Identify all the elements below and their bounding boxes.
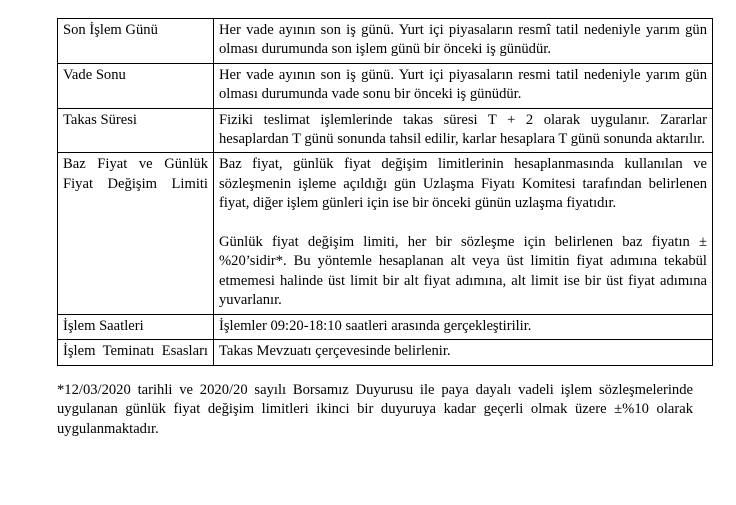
row-label-islem-saatleri: İşlem Saatleri <box>58 314 214 339</box>
row-value-son-islem-gunu <box>214 19 713 64</box>
table-row <box>58 108 713 153</box>
row-label-islem-teminati-esaslari: İşlem Teminatı Esasları <box>58 340 214 365</box>
footnote-text: *12/03/2020 tarihli ve 2020/20 sayılı Borsamız Duyurusu ile paya dayalı vadeli işlem sözleşmelerinde uygulanan günlük fiyat değişim limitleri ikinci bir duyuruya kadar geçerli olmak üzere ±%10 olarak uygulanmaktadır. <box>57 382 693 437</box>
row-value-islem-teminati-esaslari <box>214 340 713 365</box>
footnote <box>57 381 693 439</box>
row-label-vade-sonu: Vade Sonu <box>58 63 214 108</box>
table-row <box>58 314 713 339</box>
row-label-son-islem-gunu: Son İşlem Günü <box>58 19 214 64</box>
table-row <box>58 63 713 108</box>
paragraph: Her vade ayının son iş günü. Yurt içi piyasaların resmi tatil nedeniyle yarım gün olması durumunda vade sonu bir önceki iş günüdür. <box>219 66 707 103</box>
table-body <box>58 19 713 366</box>
row-value-takas-suresi <box>214 108 713 153</box>
paragraph: Takas Mevzuatı çerçevesinde belirlenir. <box>219 343 451 360</box>
paragraph: Fiziki teslimat işlemlerinde takas süresi T + 2 olarak uygulanır. Zararlar hesaplardan T günü sonunda tahsil edilir, karlar hesaplara T günü sonunda aktarılır. <box>219 111 707 148</box>
paragraph: Baz fiyat, günlük fiyat değişim limitlerinin hesaplanmasında kullanılan ve sözleşmenin işleme açıldığı gün Uzlaşma Fiyatı Komitesi tarafından belirlenen fiyat, diğer işlem günleri için ise bir önceki günün uzlaşma fiyatıdır. <box>219 156 707 212</box>
row-label-takas-suresi: Takas Süresi <box>58 108 214 153</box>
paragraph: Her vade ayının son iş günü. Yurt içi piyasaların resmî tatil nedeniyle yarım gün olması durumunda son işlem günü bir önceki iş günüdür. <box>219 22 707 58</box>
row-value-vade-sonu <box>214 63 713 108</box>
table-row <box>58 153 713 314</box>
row-value-islem-saatleri <box>214 314 713 339</box>
paragraph: İşlemler 09:20-18:10 saatleri arasında gerçekleştirilir. <box>219 317 532 334</box>
table-row <box>58 340 713 365</box>
paragraph: Günlük fiyat değişim limiti, her bir sözleşme için belirlenen baz fiyatın ±%20’sidir*. Bu yöntemle hesaplanan alt veya üst limitin fiyat adımına tekabül etmemesi halinde üst limit bir alt fiyat adımına, alt limit ise bir üst fiyat adımına yuvarlanır. <box>219 234 707 309</box>
contract-specification-table <box>57 18 713 366</box>
table-row <box>58 19 713 64</box>
row-label-baz-fiyat-ve-gunluk-fiyat-degisim-limiti: Baz Fiyat ve Günlük Fiyat Değişim Limiti <box>58 153 214 314</box>
row-value-baz-fiyat-ve-gunluk-fiyat-degisim-limiti <box>214 153 713 314</box>
